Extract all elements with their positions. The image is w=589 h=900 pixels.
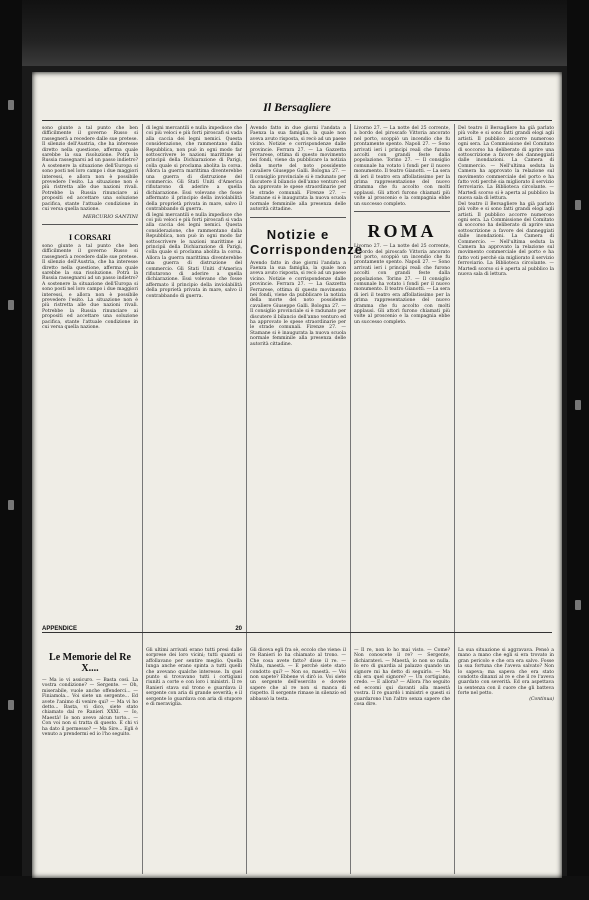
sprocket-hole bbox=[8, 100, 14, 110]
film-bottom-edge bbox=[0, 876, 589, 900]
article-text: Livorno 27. — La notte del 25 corrente, a bordo del piroscafo Vittoria ancorato nel porto, scoppiò un incendio che fu prontamente spento. Napoli 27. — Sono arrivati ieri i principi reali che furono accolti con grandi feste dalla popolazione. Torino 27. — Il consiglio comunale ha votato i fondi per il nuovo monumento. Il teatro Gianotti. — La sera di ieri il teatro era affollatissimo per la prima rappresentazione del nuovo dramma che fu accolto con molti applausi. Gli attori furono chiamati più volte al proscenio e la compagnia ebbe un successo completo. bbox=[354, 126, 450, 207]
column-4-lower bbox=[354, 648, 450, 872]
column-5-lower bbox=[458, 648, 554, 872]
section-rule bbox=[42, 224, 138, 230]
serial-text: Gli ultimi arrivati erano tutti presi dalle sorprese dei loro vicini; tutti quanti si affollavano per sentire meglio. Quella lunga anche erano spinta a tutti quelli che avevano qualche interesse. In quel punto si trovavano tutti i cortigiani riuniti a corte e con loro i ministri. Il re Ranieri stava sul trono e guardava il sergente con aria di grande severità; e il sergente lo guardava con aria di stupore e di meraviglia. bbox=[146, 648, 242, 708]
appendix-bar bbox=[42, 626, 242, 638]
film-right-edge bbox=[567, 0, 589, 900]
article-text: sono giunte a tal punto che ben difficilmente il governo Russo si rassegnerà a recedere dalle sue pretese. Il silenzio dell'Austria, che ha interesse diretto nella questione, afferma quale sarebbe la sua risoluzione. Potrà la Russia rassegnarsi ad un passo indietro? A sostenere la situazione dell'Europa si sono posti nel loro campo i due maggiori interessi, e allora non è possibile prevedere l'esito. La situazione non è più ristretta alle due nazioni rivali. Potrebbe la Russia rinunciare ai propositi ed accettare una soluzione pacifica, stante l'attuale condizione in cui versa quella nazione. bbox=[42, 243, 138, 330]
section-heading-roma: ROMA bbox=[367, 221, 437, 242]
sprocket-hole bbox=[575, 200, 581, 210]
section-heading-corsari: I CORSARI bbox=[68, 232, 111, 242]
article-text: sono giunte a tal punto che ben difficilmente il governo Russo si rassegnerà a recedere dalle sue pretese. Il silenzio dell'Austria, che ha interesse diretto nella questione, afferma quale sarebbe la sua risoluzione. Potrà la Russia rassegnarsi ad un passo indietro? A sostenere la situazione dell'Europa si sono posti nel loro campo i due maggiori interessi, e allora non è possibile prevedere l'esito. La situazione non è più ristretta alle due nazioni rivali. Potrebbe la Russia rinunciare ai propositi ed accettare una soluzione pacifica, stante l'attuale condizione in cui versa quella nazione. bbox=[42, 126, 138, 213]
article-text: Avendo fatto in due giorni l'andata a Faenza la sua famiglia, la quale non aveva avuto risposta, si recò ad un paese vicino. Notizie e corrispondenze dalle provincie. Ferrara 27. — La Gazzetta Ferrarese, ottima di questo movimento nei fondi, viene da pubblicare la notizia della morte del noto possidente cavaliere Giuseppe Galli. Bologna 27. — Il consiglio provinciale si è radunato per discutere il bilancio dell'anno venturo ed ha approvato le spese straordinarie per le strade comunali. Firenze 27. — Stamane si è inaugurata la nuova scuola normale femminile alla presenza delle autorità cittadine. bbox=[250, 260, 346, 347]
article-text: di legni mercantili e nulla impedisce che coi più veloci e più forti piroscafi si vada alla caccia dei legni nemici. Questa considerazione, che rammentano dalla Repubblica, non può in ogni modo far sottoscrivere le nazioni marittime ai principii della Dichiarazione di Parigi, colla quale si proclama abolita la corsa. Allora la guerra marittima diventerebbe una guerra di distruzione del commercio. Gli Stati Uniti d'America rifiutarono di aderire a quella dichiarazione. Essi volevano che fosse affermato il principio della inviolabilità della proprietà privata in mare, salvo il contrabbando di guerra. bbox=[146, 126, 242, 213]
column-3-upper bbox=[250, 126, 363, 624]
signature: MERCURIO SANTINI bbox=[82, 213, 138, 220]
film-top-edge bbox=[0, 0, 589, 66]
column-divider bbox=[454, 124, 455, 874]
sprocket-hole bbox=[575, 600, 581, 610]
section-rule bbox=[354, 211, 450, 217]
column-2-lower bbox=[146, 648, 242, 872]
appendix-label: APPENDICE bbox=[42, 626, 78, 632]
appendix-number: 20 bbox=[235, 626, 242, 632]
article-text: Del teatro il Bersagliere ha già parlato più volte e si sono fatti grandi elogi agli artisti. Il pubblico accorre numeroso ogni sera. La Commissione del Comitato di soccorso ha deliberato di aprire una sottoscrizione a favore dei danneggiati dalle inondazioni. La Camera di Commercio. — Nell'ultima seduta la Camera ha approvato la relazione sul movimento commerciale del porto e ha fatto voti perchè sia migliorato il servizio ferroviario. La Biblioteca circolante. — Martedì scorso si è aperta al pubblico la nuova sala di lettura. bbox=[458, 126, 554, 202]
article-text: Livorno 27. — La notte del 25 corrente, a bordo del piroscafo Vittoria ancorato nel porto, scoppiò un incendio che fu prontamente spento. Napoli 27. — Sono arrivati ieri i principi reali che furono accolti con grandi feste dalla popolazione. Torino 27. — Il consiglio comunale ha votato i fondi per il nuovo monumento. Il teatro Gianotti. — La sera di ieri il teatro era affollatissimo per la prima rappresentazione del nuovo dramma che fu accolto con molti applausi. Gli attori furono chiamati più volte al proscenio e la compagnia ebbe un successo completo. bbox=[354, 244, 450, 325]
serial-text: La sua situazione si aggravava. Pensò a mano a mano che egli si era trovato in gran pericolo e che ora era salvo. Fosse la sua fortuna che l'aveva salvato? Non lo sapeva; ma sapeva che era stato condotto dinanzi al re e che il re l'aveva guardato con severità. Ed ora aspettava la sentenza con il cuore che gli batteva forte nel petto. bbox=[458, 648, 554, 697]
sprocket-hole bbox=[8, 300, 14, 310]
article-text: Del teatro il Bersagliere ha già parlato più volte e si sono fatti grandi elogi agli artisti. Il pubblico accorre numeroso ogni sera. La Commissione del Comitato di soccorso ha deliberato di aprire una sottoscrizione a favore dei danneggiati dalle inondazioni. La Camera di Commercio. — Nell'ultima seduta la Camera ha approvato la relazione sul movimento commerciale del porto e ha fatto voti perchè sia migliorato il servizio ferroviario. La Biblioteca circolante. — Martedì scorso si è aperta al pubblico la nuova sala di lettura. bbox=[458, 201, 554, 277]
sprocket-hole bbox=[8, 700, 14, 710]
column-2-upper bbox=[146, 126, 242, 624]
column-divider bbox=[350, 124, 351, 874]
serial-text: — Ma io vi assicuro. — Basta così. La vostra condizione? — Sergente. — Oh, miserabile, vuole anche offenderci... — Finiamola... Voi siete un sergente... Ed avete l'animo di venire qui? — Ma vi ho detto... Basta, vi dico, siete stato chiamato dal re Ranieri XXXI. — Io, Maestà! Io non avevo alcun torto... — Con voi non si tratta di questo. E chi vi ha dato il permesso? — Ma Sire... Egli è venuto a prendermi ed io l'ho seguito. bbox=[42, 678, 138, 738]
film-left-edge bbox=[0, 0, 22, 900]
sprocket-hole bbox=[8, 500, 14, 510]
newspaper-page bbox=[32, 72, 562, 878]
column-1-upper bbox=[42, 126, 138, 624]
column-4-upper bbox=[354, 126, 450, 624]
sprocket-hole bbox=[575, 400, 581, 410]
serial-title: Le Memorie del Re X.... bbox=[49, 652, 131, 674]
column-divider bbox=[142, 124, 143, 874]
section-rule bbox=[250, 217, 346, 223]
section-heading-notizie: Notizie e Corrispondenze bbox=[250, 226, 363, 257]
serial-text: — Il re, non lo ho mai visto. — Come? Non conoscete il re? — Sergente, dichiaratevi. — Maestà, io non so nulla. Io ero di guardia al palazzo quando un signore mi ha detto di seguirlo. — Ma chi era quel signore? — Un cortigiano, credo. — E allora? — Allora l'ho seguito ed eccomi qui davanti alla maestà vostra. Il re guardò i ministri e questi si guardarono l'un l'altro senza sapere che cosa dire. bbox=[354, 648, 450, 708]
column-1-lower bbox=[42, 648, 138, 872]
column-divider bbox=[246, 124, 247, 874]
continued-note: (Continua) bbox=[529, 696, 554, 702]
article-text: Avendo fatto in due giorni l'andata a Faenza la sua famiglia, la quale non aveva avuto risposta, si recò ad un paese vicino. Notizie e corrispondenze dalle provincie. Ferrara 27. — La Gazzetta Ferrarese, ottima di questo movimento nei fondi, viene da pubblicare la notizia della morte del noto possidente cavaliere Giuseppe Galli. Bologna 27. — Il consiglio provinciale si è radunato per discutere il bilancio dell'anno venturo ed ha approvato le spese straordinarie per le strade comunali. Firenze 27. — Stamane si è inaugurata la nuova scuola normale femminile alla presenza delle autorità cittadine. bbox=[250, 126, 346, 213]
article-text: di legni mercantili e nulla impedisce che coi più veloci e più forti piroscafi si vada alla caccia dei legni nemici. Questa considerazione, che rammentano dalla Repubblica, non può in ogni modo far sottoscrivere le nazioni marittime ai principii della Dichiarazione di Parigi, colla quale si proclama abolita la corsa. Allora la guerra marittima diventerebbe una guerra di distruzione del commercio. Gli Stati Uniti d'America rifiutarono di aderire a quella dichiarazione. Essi volevano che fosse affermato il principio della inviolabilità della proprietà privata in mare, salvo il contrabbando di guerra. bbox=[146, 212, 242, 299]
top-rule bbox=[42, 120, 552, 121]
column-3-lower bbox=[250, 648, 346, 872]
column-5-upper bbox=[458, 126, 554, 624]
serial-text: Gli diceva egli fra sè, eccolo che viene: il re Ranieri lo ha chiamato al trono. — Che cosa avete fatto? disse il re. — Nulla, maestà. — E perchè siete stato condotto qui? — Non so, maestà. — Voi non sapete? Ebbene vi dirò io. Voi siete un sergente dell'esercito e dovete sapere che al re non si manca di rispetto. Il sergente rimase in silenzio ed abbassò la testa. bbox=[250, 648, 346, 702]
masthead: Il Bersagliere bbox=[263, 100, 331, 114]
